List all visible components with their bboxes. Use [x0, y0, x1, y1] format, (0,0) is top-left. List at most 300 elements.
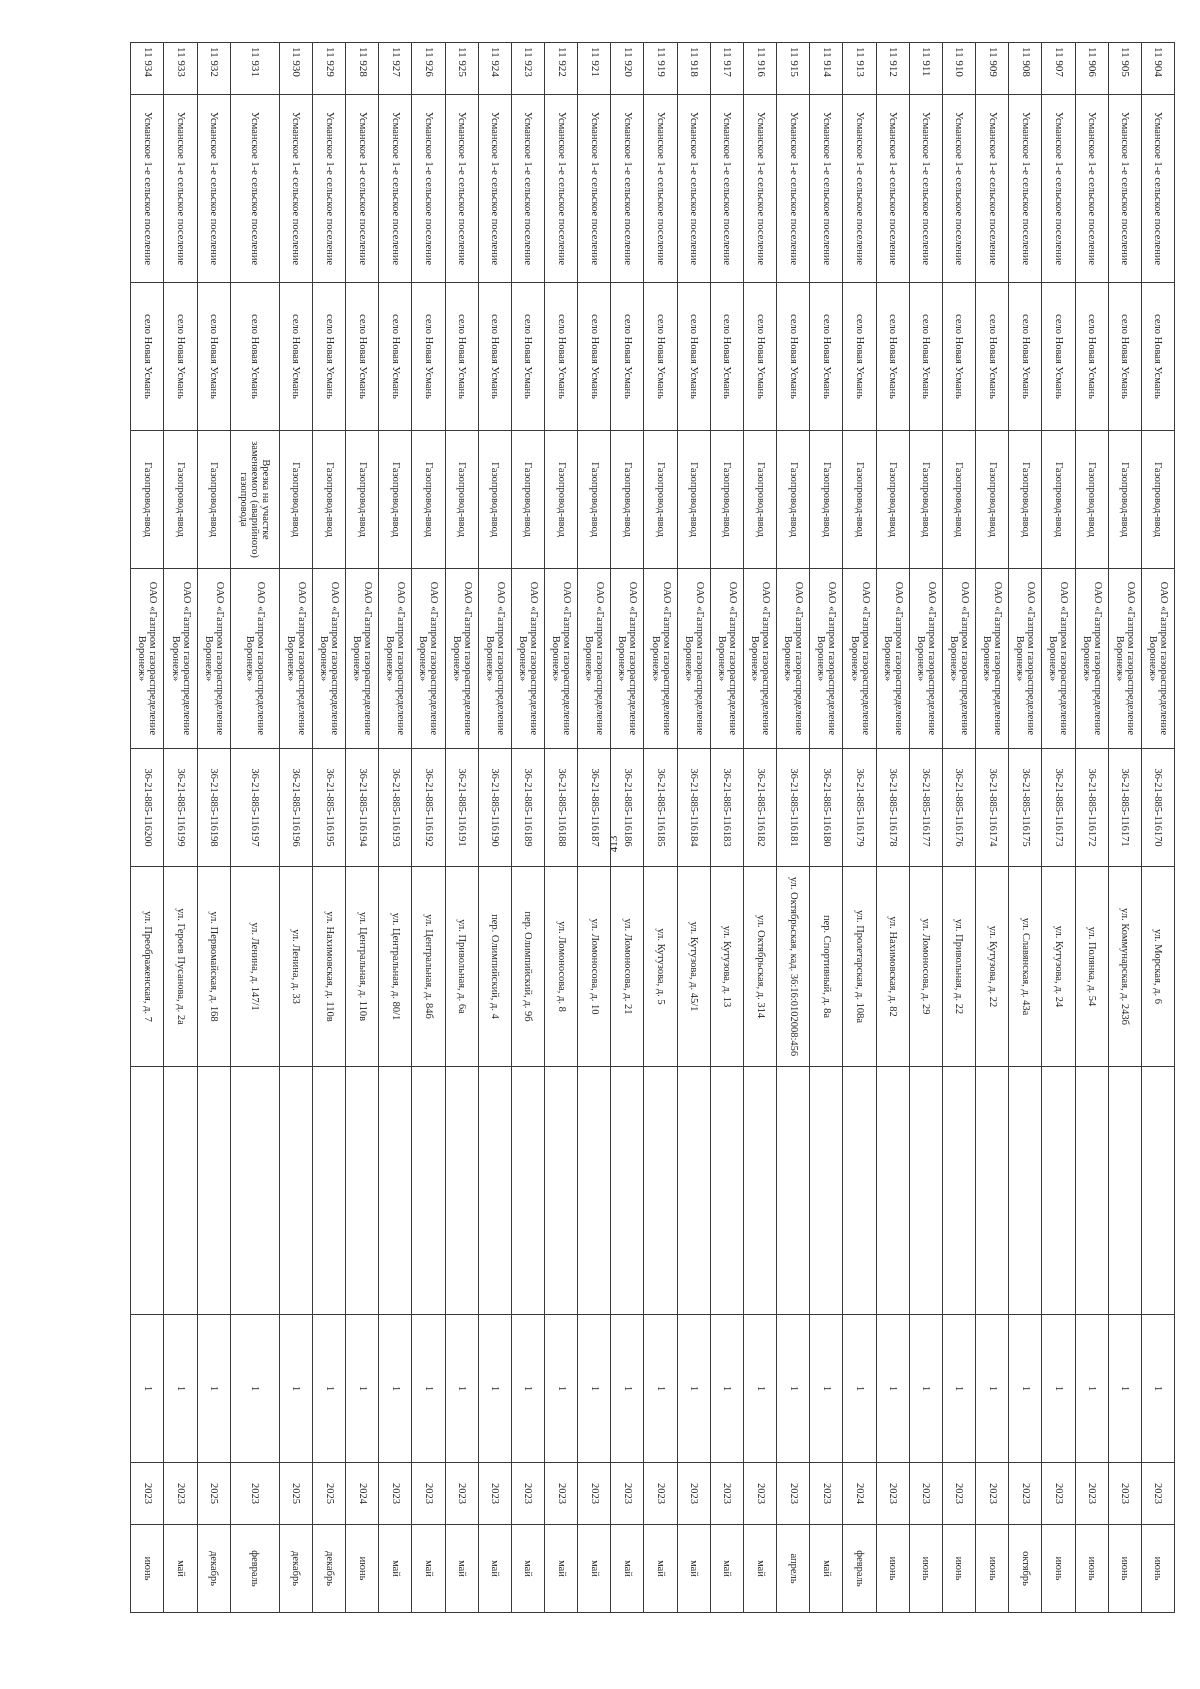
- address-cell: пер. Олимпийский, д. 9б: [511, 867, 544, 1067]
- quantity-cell: 1: [230, 1315, 279, 1463]
- blank-cell: [578, 1067, 611, 1315]
- locality-cell: село Новая Усмань: [131, 283, 164, 431]
- year-cell: 2023: [644, 1463, 677, 1525]
- registration-number-cell: 36-21-885-116187: [578, 749, 611, 867]
- object-type-cell: Газопровод-ввод: [379, 431, 412, 569]
- registration-number-cell: 36-21-885-116184: [677, 749, 710, 867]
- table-row: [379, 43, 412, 1613]
- month-cell: июнь: [942, 1525, 975, 1613]
- quantity-cell: 1: [644, 1315, 677, 1463]
- settlement-cell: Усманское 1-е сельское поселение: [909, 95, 942, 283]
- month-cell: май: [164, 1525, 197, 1613]
- table-row: [876, 43, 909, 1613]
- month-cell: июнь: [1075, 1525, 1108, 1613]
- row-number-cell: 11 927: [379, 43, 412, 95]
- table-row: [445, 43, 478, 1613]
- table-row: [611, 43, 644, 1613]
- owner-cell: ОАО «Газпром газораспределение Воронеж»: [197, 569, 230, 749]
- address-cell: ул. Славянская, д. 43а: [1009, 867, 1042, 1067]
- row-number-cell: 11 907: [1042, 43, 1075, 95]
- registration-number-cell: 36-21-885-116181: [777, 749, 810, 867]
- quantity-cell: 1: [412, 1315, 445, 1463]
- blank-cell: [131, 1067, 164, 1315]
- object-type-cell: Газопровод-ввод: [777, 431, 810, 569]
- gas-pipeline-registry-table: [130, 42, 1175, 1613]
- address-cell: ул. Ленина, д. 147/1: [230, 867, 279, 1067]
- year-cell: 2023: [545, 1463, 578, 1525]
- year-cell: 2024: [346, 1463, 379, 1525]
- address-cell: ул. Центральная, д. 84б: [412, 867, 445, 1067]
- blank-cell: [710, 1067, 743, 1315]
- page-number: 413: [608, 835, 620, 853]
- table-row: [1042, 43, 1075, 1613]
- quantity-cell: 1: [478, 1315, 511, 1463]
- address-cell: ул. Кутузова, д. 24: [1042, 867, 1075, 1067]
- owner-cell: ОАО «Газпром газораспределение Воронеж»: [279, 569, 312, 749]
- blank-cell: [677, 1067, 710, 1315]
- blank-cell: [909, 1067, 942, 1315]
- blank-cell: [1009, 1067, 1042, 1315]
- row-number-cell: 11 922: [545, 43, 578, 95]
- blank-cell: [942, 1067, 975, 1315]
- month-cell: июнь: [876, 1525, 909, 1613]
- settlement-cell: Усманское 1-е сельское поселение: [230, 95, 279, 283]
- quantity-cell: 1: [1075, 1315, 1108, 1463]
- address-cell: ул. Пролетарская, д. 108а: [843, 867, 876, 1067]
- month-cell: май: [677, 1525, 710, 1613]
- settlement-cell: Усманское 1-е сельское поселение: [445, 95, 478, 283]
- month-cell: февраль: [230, 1525, 279, 1613]
- address-cell: ул. Ленина, д. 33: [279, 867, 312, 1067]
- owner-cell: ОАО «Газпром газораспределение Воронеж»: [1042, 569, 1075, 749]
- table-row: [942, 43, 975, 1613]
- settlement-cell: Усманское 1-е сельское поселение: [677, 95, 710, 283]
- row-number-cell: 11 929: [312, 43, 345, 95]
- quantity-cell: 1: [810, 1315, 843, 1463]
- locality-cell: село Новая Усмань: [1009, 283, 1042, 431]
- year-cell: 2023: [1042, 1463, 1075, 1525]
- year-cell: 2023: [230, 1463, 279, 1525]
- year-cell: 2023: [677, 1463, 710, 1525]
- blank-cell: [197, 1067, 230, 1315]
- settlement-cell: Усманское 1-е сельское поселение: [545, 95, 578, 283]
- object-type-cell: Газопровод-ввод: [346, 431, 379, 569]
- object-type-cell: Газопровод-ввод: [511, 431, 544, 569]
- owner-cell: ОАО «Газпром газораспределение Воронеж»: [743, 569, 776, 749]
- year-cell: 2025: [312, 1463, 345, 1525]
- settlement-cell: Усманское 1-е сельское поселение: [976, 95, 1009, 283]
- object-type-cell: Газопровод-ввод: [164, 431, 197, 569]
- year-cell: 2023: [578, 1463, 611, 1525]
- locality-cell: село Новая Усмань: [976, 283, 1009, 431]
- settlement-cell: Усманское 1-е сельское поселение: [412, 95, 445, 283]
- row-number-cell: 11 912: [876, 43, 909, 95]
- object-type-cell: Газопровод-ввод: [743, 431, 776, 569]
- registration-number-cell: 36-21-885-116183: [710, 749, 743, 867]
- year-cell: 2023: [1141, 1463, 1174, 1525]
- registration-number-cell: 36-21-885-116179: [843, 749, 876, 867]
- address-cell: ул. Центральная, д. 110в: [346, 867, 379, 1067]
- locality-cell: село Новая Усмань: [909, 283, 942, 431]
- month-cell: май: [445, 1525, 478, 1613]
- settlement-cell: Усманское 1-е сельское поселение: [578, 95, 611, 283]
- blank-cell: [312, 1067, 345, 1315]
- owner-cell: ОАО «Газпром газораспределение Воронеж»: [942, 569, 975, 749]
- settlement-cell: Усманское 1-е сельское поселение: [710, 95, 743, 283]
- quantity-cell: 1: [312, 1315, 345, 1463]
- locality-cell: село Новая Усмань: [230, 283, 279, 431]
- blank-cell: [478, 1067, 511, 1315]
- locality-cell: село Новая Усмань: [1141, 283, 1174, 431]
- month-cell: май: [611, 1525, 644, 1613]
- address-cell: ул. Октябрьская, кад. 36:16:0102008:456: [777, 867, 810, 1067]
- quantity-cell: 1: [445, 1315, 478, 1463]
- quantity-cell: 1: [942, 1315, 975, 1463]
- locality-cell: село Новая Усмань: [346, 283, 379, 431]
- table-row: [644, 43, 677, 1613]
- blank-cell: [379, 1067, 412, 1315]
- settlement-cell: Усманское 1-е сельское поселение: [346, 95, 379, 283]
- address-cell: ул. Ломоносова, д. 21: [611, 867, 644, 1067]
- table-row: [578, 43, 611, 1613]
- owner-cell: ОАО «Газпром газораспределение Воронеж»: [843, 569, 876, 749]
- month-cell: май: [379, 1525, 412, 1613]
- blank-cell: [777, 1067, 810, 1315]
- year-cell: 2023: [611, 1463, 644, 1525]
- year-cell: 2025: [279, 1463, 312, 1525]
- registration-number-cell: 36-21-885-116176: [942, 749, 975, 867]
- object-type-cell: Врезка на участке заменяемого (аварийного) газопровода: [230, 431, 279, 569]
- quantity-cell: 1: [578, 1315, 611, 1463]
- month-cell: май: [545, 1525, 578, 1613]
- object-type-cell: Газопровод-ввод: [1009, 431, 1042, 569]
- settlement-cell: Усманское 1-е сельское поселение: [164, 95, 197, 283]
- quantity-cell: 1: [131, 1315, 164, 1463]
- month-cell: май: [810, 1525, 843, 1613]
- year-cell: 2023: [1009, 1463, 1042, 1525]
- object-type-cell: Газопровод-ввод: [810, 431, 843, 569]
- year-cell: 2023: [445, 1463, 478, 1525]
- object-type-cell: Газопровод-ввод: [611, 431, 644, 569]
- address-cell: ул. Центральная, д. 80/1: [379, 867, 412, 1067]
- owner-cell: ОАО «Газпром газораспределение Воронеж»: [1009, 569, 1042, 749]
- month-cell: декабрь: [312, 1525, 345, 1613]
- address-cell: ул. Привольная, д. 6а: [445, 867, 478, 1067]
- address-cell: ул. Героев Пусанова, д. 2а: [164, 867, 197, 1067]
- settlement-cell: Усманское 1-е сельское поселение: [1141, 95, 1174, 283]
- blank-cell: [1141, 1067, 1174, 1315]
- owner-cell: ОАО «Газпром газораспределение Воронеж»: [545, 569, 578, 749]
- month-cell: декабрь: [279, 1525, 312, 1613]
- locality-cell: село Новая Усмань: [197, 283, 230, 431]
- row-number-cell: 11 911: [909, 43, 942, 95]
- address-cell: ул. Кутузова, д. 5: [644, 867, 677, 1067]
- locality-cell: село Новая Усмань: [810, 283, 843, 431]
- locality-cell: село Новая Усмань: [164, 283, 197, 431]
- month-cell: май: [478, 1525, 511, 1613]
- row-number-cell: 11 917: [710, 43, 743, 95]
- registration-number-cell: 36-21-885-116178: [876, 749, 909, 867]
- quantity-cell: 1: [379, 1315, 412, 1463]
- registration-number-cell: 36-21-885-116170: [1141, 749, 1174, 867]
- row-number-cell: 11 920: [611, 43, 644, 95]
- table-row: [1075, 43, 1108, 1613]
- object-type-cell: Газопровод-ввод: [710, 431, 743, 569]
- month-cell: июнь: [1141, 1525, 1174, 1613]
- row-number-cell: 11 932: [197, 43, 230, 95]
- table-row: [197, 43, 230, 1613]
- object-type-cell: Газопровод-ввод: [578, 431, 611, 569]
- owner-cell: ОАО «Газпром газораспределение Воронеж»: [578, 569, 611, 749]
- table-row: [909, 43, 942, 1613]
- object-type-cell: Газопровод-ввод: [677, 431, 710, 569]
- row-number-cell: 11 914: [810, 43, 843, 95]
- address-cell: ул. Привольная, д. 22: [942, 867, 975, 1067]
- month-cell: июнь: [909, 1525, 942, 1613]
- object-type-cell: Газопровод-ввод: [1042, 431, 1075, 569]
- row-number-cell: 11 905: [1108, 43, 1141, 95]
- quantity-cell: 1: [677, 1315, 710, 1463]
- table-row: [843, 43, 876, 1613]
- settlement-cell: Усманское 1-е сельское поселение: [1108, 95, 1141, 283]
- registration-number-cell: 36-21-885-116191: [445, 749, 478, 867]
- registration-number-cell: 36-21-885-116185: [644, 749, 677, 867]
- address-cell: ул. Ломоносова, д. 10: [578, 867, 611, 1067]
- registration-number-cell: 36-21-885-116177: [909, 749, 942, 867]
- owner-cell: ОАО «Газпром газораспределение Воронеж»: [230, 569, 279, 749]
- registration-number-cell: 36-21-885-116197: [230, 749, 279, 867]
- quantity-cell: 1: [1009, 1315, 1042, 1463]
- settlement-cell: Усманское 1-е сельское поселение: [777, 95, 810, 283]
- owner-cell: ОАО «Газпром газораспределение Воронеж»: [379, 569, 412, 749]
- registry-table-wrapper: [130, 42, 1175, 1612]
- table-row: [677, 43, 710, 1613]
- owner-cell: ОАО «Газпром газораспределение Воронеж»: [131, 569, 164, 749]
- row-number-cell: 11 918: [677, 43, 710, 95]
- object-type-cell: Газопровод-ввод: [909, 431, 942, 569]
- locality-cell: село Новая Усмань: [312, 283, 345, 431]
- owner-cell: ОАО «Газпром газораспределение Воронеж»: [1141, 569, 1174, 749]
- registration-number-cell: 36-21-885-116172: [1075, 749, 1108, 867]
- registration-number-cell: 36-21-885-116199: [164, 749, 197, 867]
- table-row: [743, 43, 776, 1613]
- row-number-cell: 11 923: [511, 43, 544, 95]
- row-number-cell: 11 924: [478, 43, 511, 95]
- blank-cell: [1075, 1067, 1108, 1315]
- year-cell: 2023: [412, 1463, 445, 1525]
- object-type-cell: Газопровод-ввод: [445, 431, 478, 569]
- owner-cell: ОАО «Газпром газораспределение Воронеж»: [876, 569, 909, 749]
- quantity-cell: 1: [611, 1315, 644, 1463]
- year-cell: 2023: [710, 1463, 743, 1525]
- owner-cell: ОАО «Газпром газораспределение Воронеж»: [346, 569, 379, 749]
- address-cell: ул. Преображенская, д. 7: [131, 867, 164, 1067]
- table-row: [1141, 43, 1174, 1613]
- locality-cell: село Новая Усмань: [777, 283, 810, 431]
- blank-cell: [611, 1067, 644, 1315]
- year-cell: 2023: [777, 1463, 810, 1525]
- object-type-cell: Газопровод-ввод: [1141, 431, 1174, 569]
- table-row: [412, 43, 445, 1613]
- object-type-cell: Газопровод-ввод: [478, 431, 511, 569]
- locality-cell: село Новая Усмань: [1042, 283, 1075, 431]
- month-cell: декабрь: [197, 1525, 230, 1613]
- year-cell: 2023: [1075, 1463, 1108, 1525]
- settlement-cell: Усманское 1-е сельское поселение: [942, 95, 975, 283]
- owner-cell: ОАО «Газпром газораспределение Воронеж»: [976, 569, 1009, 749]
- row-number-cell: 11 934: [131, 43, 164, 95]
- locality-cell: село Новая Усмань: [644, 283, 677, 431]
- address-cell: ул. Полянка, д. 54: [1075, 867, 1108, 1067]
- registration-number-cell: 36-21-885-116188: [545, 749, 578, 867]
- object-type-cell: Газопровод-ввод: [1075, 431, 1108, 569]
- address-cell: ул. Кутузова, д. 13: [710, 867, 743, 1067]
- table-row: [511, 43, 544, 1613]
- blank-cell: [644, 1067, 677, 1315]
- blank-cell: [876, 1067, 909, 1315]
- table-row: [1009, 43, 1042, 1613]
- owner-cell: ОАО «Газпром газораспределение Воронеж»: [478, 569, 511, 749]
- registration-number-cell: 36-21-885-116171: [1108, 749, 1141, 867]
- address-cell: ул. Октябрьская, д. 314: [743, 867, 776, 1067]
- year-cell: 2023: [131, 1463, 164, 1525]
- year-cell: 2023: [743, 1463, 776, 1525]
- address-cell: ул. Коммунарская, д. 243б: [1108, 867, 1141, 1067]
- row-number-cell: 11 909: [976, 43, 1009, 95]
- owner-cell: ОАО «Газпром газораспределение Воронеж»: [1075, 569, 1108, 749]
- table-row: [810, 43, 843, 1613]
- registration-number-cell: 36-21-885-116198: [197, 749, 230, 867]
- blank-cell: [843, 1067, 876, 1315]
- settlement-cell: Усманское 1-е сельское поселение: [743, 95, 776, 283]
- object-type-cell: Газопровод-ввод: [312, 431, 345, 569]
- owner-cell: ОАО «Газпром газораспределение Воронеж»: [777, 569, 810, 749]
- registration-number-cell: 36-21-885-116174: [976, 749, 1009, 867]
- settlement-cell: Усманское 1-е сельское поселение: [511, 95, 544, 283]
- locality-cell: село Новая Усмань: [511, 283, 544, 431]
- blank-cell: [164, 1067, 197, 1315]
- table-row: [777, 43, 810, 1613]
- month-cell: май: [710, 1525, 743, 1613]
- locality-cell: село Новая Усмань: [942, 283, 975, 431]
- blank-cell: [445, 1067, 478, 1315]
- table-row: [1108, 43, 1141, 1613]
- address-cell: ул. Нахимовская, д. 82: [876, 867, 909, 1067]
- table-body: [131, 43, 1175, 1613]
- year-cell: 2023: [511, 1463, 544, 1525]
- object-type-cell: Газопровод-ввод: [942, 431, 975, 569]
- table-row: [279, 43, 312, 1613]
- blank-cell: [1108, 1067, 1141, 1315]
- quantity-cell: 1: [511, 1315, 544, 1463]
- owner-cell: ОАО «Газпром газораспределение Воронеж»: [810, 569, 843, 749]
- owner-cell: ОАО «Газпром газораспределение Воронеж»: [644, 569, 677, 749]
- month-cell: май: [412, 1525, 445, 1613]
- locality-cell: село Новая Усмань: [677, 283, 710, 431]
- object-type-cell: Газопровод-ввод: [545, 431, 578, 569]
- object-type-cell: Газопровод-ввод: [876, 431, 909, 569]
- address-cell: пер. Спортивный, д. 8а: [810, 867, 843, 1067]
- row-number-cell: 11 919: [644, 43, 677, 95]
- year-cell: 2025: [197, 1463, 230, 1525]
- month-cell: июнь: [1108, 1525, 1141, 1613]
- month-cell: май: [644, 1525, 677, 1613]
- quantity-cell: 1: [1108, 1315, 1141, 1463]
- month-cell: октябрь: [1009, 1525, 1042, 1613]
- quantity-cell: 1: [843, 1315, 876, 1463]
- locality-cell: село Новая Усмань: [445, 283, 478, 431]
- settlement-cell: Усманское 1-е сельское поселение: [312, 95, 345, 283]
- object-type-cell: Газопровод-ввод: [644, 431, 677, 569]
- owner-cell: ОАО «Газпром газораспределение Воронеж»: [1108, 569, 1141, 749]
- table-row: [164, 43, 197, 1613]
- registration-number-cell: 36-21-885-116195: [312, 749, 345, 867]
- table-row: [312, 43, 345, 1613]
- table-row: [131, 43, 164, 1613]
- year-cell: 2023: [478, 1463, 511, 1525]
- registration-number-cell: 36-21-885-116193: [379, 749, 412, 867]
- address-cell: ул. Кутузова, д. 22: [976, 867, 1009, 1067]
- blank-cell: [346, 1067, 379, 1315]
- registration-number-cell: 36-21-885-116186: [611, 749, 644, 867]
- settlement-cell: Усманское 1-е сельское поселение: [644, 95, 677, 283]
- locality-cell: село Новая Усмань: [478, 283, 511, 431]
- locality-cell: село Новая Усмань: [843, 283, 876, 431]
- quantity-cell: 1: [743, 1315, 776, 1463]
- year-cell: 2023: [379, 1463, 412, 1525]
- quantity-cell: 1: [164, 1315, 197, 1463]
- row-number-cell: 11 913: [843, 43, 876, 95]
- locality-cell: село Новая Усмань: [279, 283, 312, 431]
- quantity-cell: 1: [545, 1315, 578, 1463]
- blank-cell: [230, 1067, 279, 1315]
- month-cell: апрель: [777, 1525, 810, 1613]
- month-cell: июнь: [1042, 1525, 1075, 1613]
- address-cell: ул. Ломоносова, д. 29: [909, 867, 942, 1067]
- object-type-cell: Газопровод-ввод: [1108, 431, 1141, 569]
- settlement-cell: Усманское 1-е сельское поселение: [478, 95, 511, 283]
- table-row: [545, 43, 578, 1613]
- blank-cell: [810, 1067, 843, 1315]
- locality-cell: село Новая Усмань: [578, 283, 611, 431]
- row-number-cell: 11 928: [346, 43, 379, 95]
- owner-cell: ОАО «Газпром газораспределение Воронеж»: [412, 569, 445, 749]
- month-cell: май: [511, 1525, 544, 1613]
- blank-cell: [743, 1067, 776, 1315]
- table-row: [976, 43, 1009, 1613]
- settlement-cell: Усманское 1-е сельское поселение: [1075, 95, 1108, 283]
- settlement-cell: Усманское 1-е сельское поселение: [379, 95, 412, 283]
- settlement-cell: Усманское 1-е сельское поселение: [197, 95, 230, 283]
- address-cell: ул. Морская, д. 6: [1141, 867, 1174, 1067]
- owner-cell: ОАО «Газпром газораспределение Воронеж»: [677, 569, 710, 749]
- registration-number-cell: 36-21-885-116190: [478, 749, 511, 867]
- quantity-cell: 1: [197, 1315, 230, 1463]
- settlement-cell: Усманское 1-е сельское поселение: [843, 95, 876, 283]
- object-type-cell: Газопровод-ввод: [279, 431, 312, 569]
- quantity-cell: 1: [710, 1315, 743, 1463]
- locality-cell: село Новая Усмань: [743, 283, 776, 431]
- settlement-cell: Усманское 1-е сельское поселение: [1042, 95, 1075, 283]
- address-cell: ул. Ломоносова, д. 8: [545, 867, 578, 1067]
- blank-cell: [1042, 1067, 1075, 1315]
- object-type-cell: Газопровод-ввод: [412, 431, 445, 569]
- registration-number-cell: 36-21-885-116175: [1009, 749, 1042, 867]
- settlement-cell: Усманское 1-е сельское поселение: [810, 95, 843, 283]
- row-number-cell: 11 915: [777, 43, 810, 95]
- blank-cell: [511, 1067, 544, 1315]
- registration-number-cell: 36-21-885-116200: [131, 749, 164, 867]
